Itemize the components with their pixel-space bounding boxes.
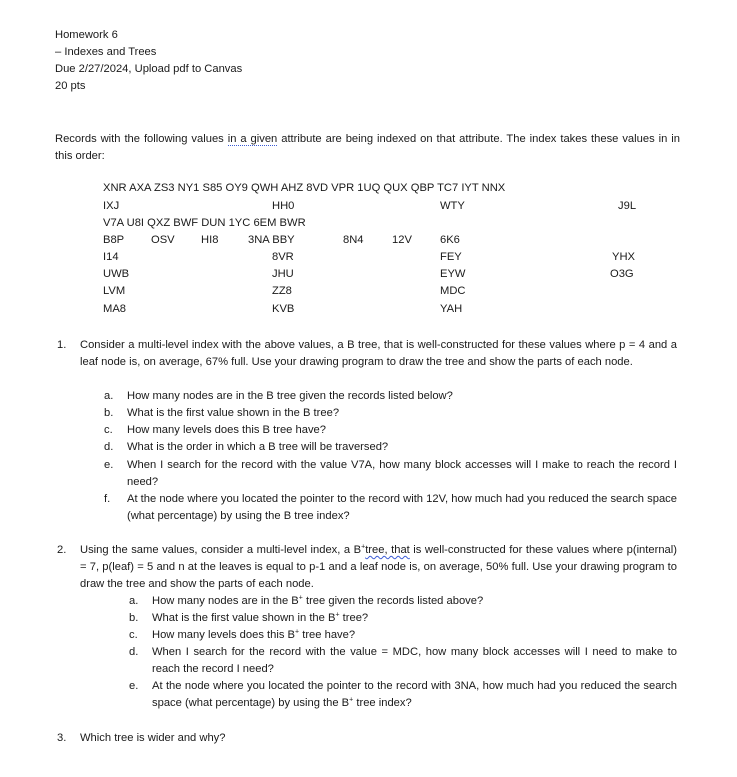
- sub-question: At the node where you located the pointer to the record with 12V, how much had you reduced the search space (what percentage) by using the B tree index?: [127, 493, 677, 522]
- value-cell: 8N4: [343, 234, 364, 246]
- sub-letter: a.: [129, 595, 139, 607]
- sub-letter: c.: [129, 629, 138, 641]
- sub-text-pre: How many nodes are in the B: [152, 595, 299, 607]
- sub-text-post: tree index?: [353, 697, 412, 709]
- sub-question: What is the order in which a B tree will be traversed?: [127, 441, 389, 453]
- q2-underlined: tree, that: [365, 544, 410, 556]
- value-cell: MA8: [103, 303, 127, 315]
- sub-question: What is the first value shown in the B tree?: [127, 407, 340, 419]
- sub-text-post: tree have?: [299, 629, 356, 641]
- value-cell: OSV: [151, 234, 175, 246]
- due-date: Due 2/27/2024, Upload pdf to Canvas: [55, 63, 243, 75]
- value-cell: I14: [103, 251, 119, 263]
- value-cell: HH0: [272, 200, 295, 212]
- question-number: 1.: [57, 339, 67, 351]
- sub-letter: b.: [104, 407, 114, 419]
- doc-subtitle: – Indexes and Trees: [55, 46, 157, 58]
- intro-part2: attribute are being indexed on that attribute. The index takes these values in in this order:: [55, 133, 680, 162]
- value-cell: B8P: [103, 234, 125, 246]
- intro-paragraph: [55, 131, 680, 165]
- sub-question: How many nodes are in the B tree given the records listed below?: [127, 390, 453, 402]
- value-cell: YAH: [440, 303, 463, 315]
- sub-letter: b.: [129, 612, 139, 624]
- value-cell: UWB: [103, 268, 130, 280]
- sub-question: [152, 627, 677, 644]
- value-cell: 12V: [392, 234, 412, 246]
- sub-text-pre: When I search for the record with the value = MDC, how many block accesses will I need to make to reach the record I need?: [152, 646, 677, 675]
- question-number: 3.: [57, 732, 67, 744]
- sub-question: How many levels does this B tree have?: [127, 424, 326, 436]
- sub-question: When I search for the record with the value V7A, how many block accesses will I make to reach the record I need?: [127, 459, 677, 488]
- question-text: Which tree is wider and why?: [80, 732, 226, 744]
- plus-superscript: +: [298, 594, 303, 602]
- values-row-1: XNR AXA ZS3 NY1 S85 OY9 QWH AHZ 8VD VPR 1UQ QUX QBP TC7 IYT NNX: [103, 182, 506, 194]
- value-cell: KVB: [272, 303, 295, 315]
- sub-text-post: tree?: [339, 612, 369, 624]
- question-text: [80, 542, 677, 593]
- value-cell: O3G: [610, 268, 634, 280]
- sub-letter: c.: [104, 424, 113, 436]
- sub-text-pre: What is the first value shown in the B: [152, 612, 336, 624]
- sub-question: [152, 593, 677, 610]
- value-cell: JHU: [272, 268, 294, 280]
- q2-text-start: Using the same values, consider a multi-level index, a B: [80, 544, 362, 556]
- value-cell: IXJ: [103, 200, 120, 212]
- sub-question: [152, 678, 677, 712]
- value-cell: 8VR: [272, 251, 294, 263]
- doc-title: Homework 6: [55, 29, 118, 41]
- value-cell: ZZ8: [272, 285, 292, 297]
- question-number: 2.: [57, 544, 67, 556]
- sub-letter: d.: [129, 646, 139, 658]
- sub-question: [152, 644, 677, 678]
- sub-letter: e.: [129, 680, 139, 692]
- sub-question: [152, 610, 677, 627]
- q2-text-end: is well-constructed for these values where p(internal) = 7, p(leaf) = 5 and n at the leaves is equal to p-1 and a leaf node is, on average, 50% full. Use your drawing program to draw the tree and show the parts of each node.: [80, 544, 677, 590]
- value-cell: J9L: [618, 200, 637, 212]
- value-cell: 3NA BBY: [248, 234, 295, 246]
- value-cell: YHX: [612, 251, 636, 263]
- value-cell: HI8: [201, 234, 219, 246]
- value-cell: FEY: [440, 251, 462, 263]
- plus-superscript: +: [335, 611, 340, 619]
- sub-letter: f.: [104, 493, 111, 505]
- plus-superscript: +: [361, 543, 366, 551]
- value-cell: MDC: [440, 285, 466, 297]
- value-cell: WTY: [440, 200, 465, 212]
- question-text: Consider a multi-level index with the above values, a B tree, that is well-constructed for these values where p = 4 and a leaf node is, on average, 67% full. Use your drawing program to draw the tree and show the parts of each node.: [80, 339, 677, 368]
- plus-superscript: +: [295, 628, 300, 636]
- points: 20 pts: [55, 80, 86, 92]
- sub-letter: d.: [104, 441, 114, 453]
- sub-text-pre: How many levels does this B: [152, 629, 296, 641]
- intro-underlined: in a given: [227, 133, 278, 145]
- sub-letter: a.: [104, 390, 114, 402]
- plus-superscript: +: [349, 696, 354, 704]
- values-row-3: V7A U8I QXZ BWF DUN 1YC 6EM BWR: [103, 217, 306, 229]
- intro-part1: Records with the following values: [55, 133, 228, 145]
- value-cell: 6K6: [440, 234, 460, 246]
- value-cell: EYW: [440, 268, 466, 280]
- sub-text-pre: At the node where you located the pointer to the record with 3NA, how much had you reduced the search space (what percentage) by using the B: [152, 680, 677, 709]
- value-cell: LVM: [103, 285, 126, 297]
- sub-letter: e.: [104, 459, 114, 471]
- sub-text-post: tree given the records listed above?: [302, 595, 484, 607]
